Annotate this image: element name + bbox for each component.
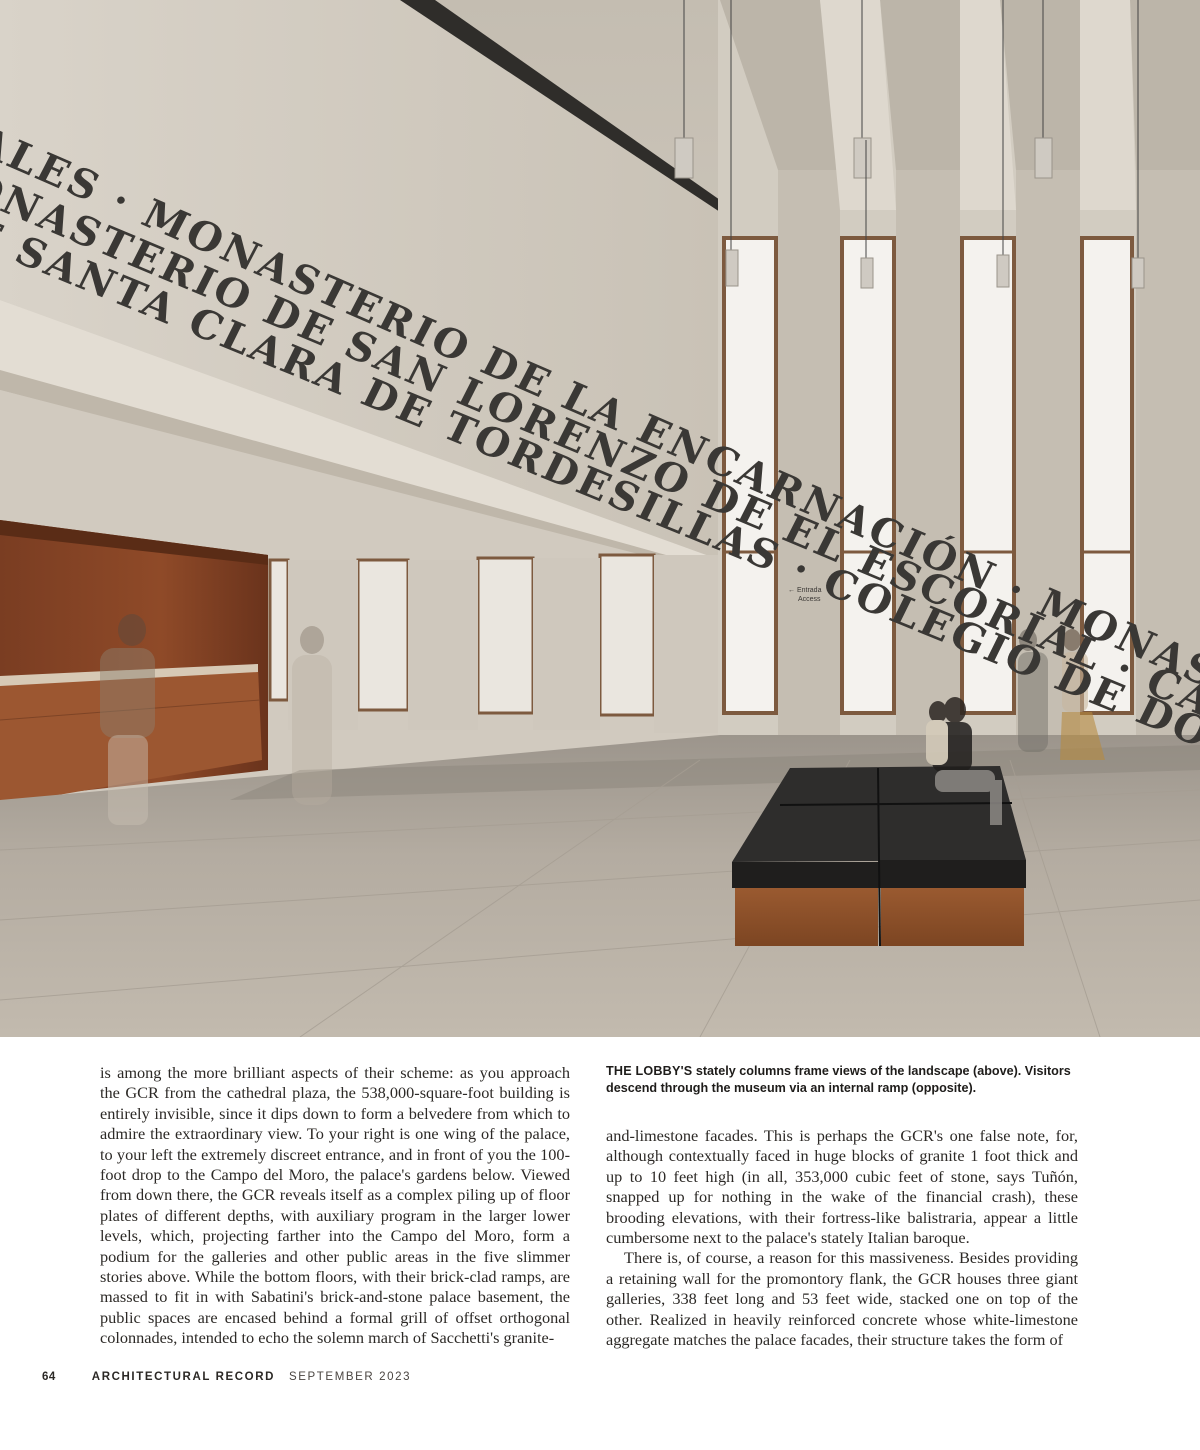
inscription-line-1: ALES · MONASTERIO DE LA ENCARNACIÓN · <box>0 118 1037 615</box>
article-paragraph: and-limestone facades. This is perhaps the GCR's one false note, for, although contextually faced in huge blocks of granite 1 foot thick and up to 10 feet high (in all, 353,000 cubic feet of stone, says Tuñón, snapped up for nothing in the wake of the financial crash), these brooding elevations, with their fortress-like balistraria, appear a little cumbersome next to the palace's stately Italian baroque. <box>606 1126 1078 1248</box>
article-column-right <box>606 1126 1078 1350</box>
page-footer <box>42 1371 411 1383</box>
caption-text: stately columns frame views of the landscape (above). Visitors descend through the museum via an internal ramp (opposite). <box>606 1064 1071 1095</box>
inscription-line-3: E SANTA CLARA DE TORDESILLAS · COLEGIO DE <box>0 208 1135 723</box>
caption-lead: THE LOBBY'S <box>606 1064 693 1078</box>
entrance-sign-line-2: Access <box>798 596 821 603</box>
photo-caption <box>606 1063 1096 1097</box>
page-number: 64 <box>42 1371 56 1383</box>
article-paragraph: There is, of course, a reason for this massiveness. Besides providing a retaining wall for the promontory flank, the GCR houses three giant galleries, 338 feet long and 53 feet wide, stacked one on top of the other. Realized in heavily reinforced concrete whose white-limestone aggregate matches the palace facades, their structure takes the form of <box>606 1248 1078 1350</box>
issue-date: SEPTEMBER 2023 <box>289 1371 412 1383</box>
article-paragraph: is among the more brilliant aspects of their scheme: as you approach the GCR from the cathedral plaza, the 538,000-square-foot building is entirely invisible, since it dips down to form a belvedere from which to admire the extraordinary view. To your right is one wing of the palace, to your left the extremely discreet entrance, and in front of you the 100-foot drop to the Campo del Moro, the palace's gardens below. Viewed from down there, the GCR reveals itself as a complex piling up of floor plates of different depths, with auxiliary program in the larger lower levels, which, projecting farther into the Campo del Moro, form a podium for the galleries and other public areas in the five slimmer stories above. While the bottom floors, with their brick-clad ramps, are massed to fit in with Sabatini's brick-and-stone palace basement, the public spaces are encased behind a formal grill of offset orthogonal colonnades, intended to echo the solemn march of Sacchetti's granite- <box>100 1063 570 1348</box>
article-column-left <box>100 1063 570 1349</box>
magazine-name: ARCHITECTURAL RECORD <box>91 1371 275 1383</box>
bench <box>732 766 1026 946</box>
inscription-line-2: ONASTERIO DE SAN LORENZO DE EL ESCORIAL · <box>0 162 1145 694</box>
entrance-sign-line-1: ← Entrada <box>788 587 822 594</box>
